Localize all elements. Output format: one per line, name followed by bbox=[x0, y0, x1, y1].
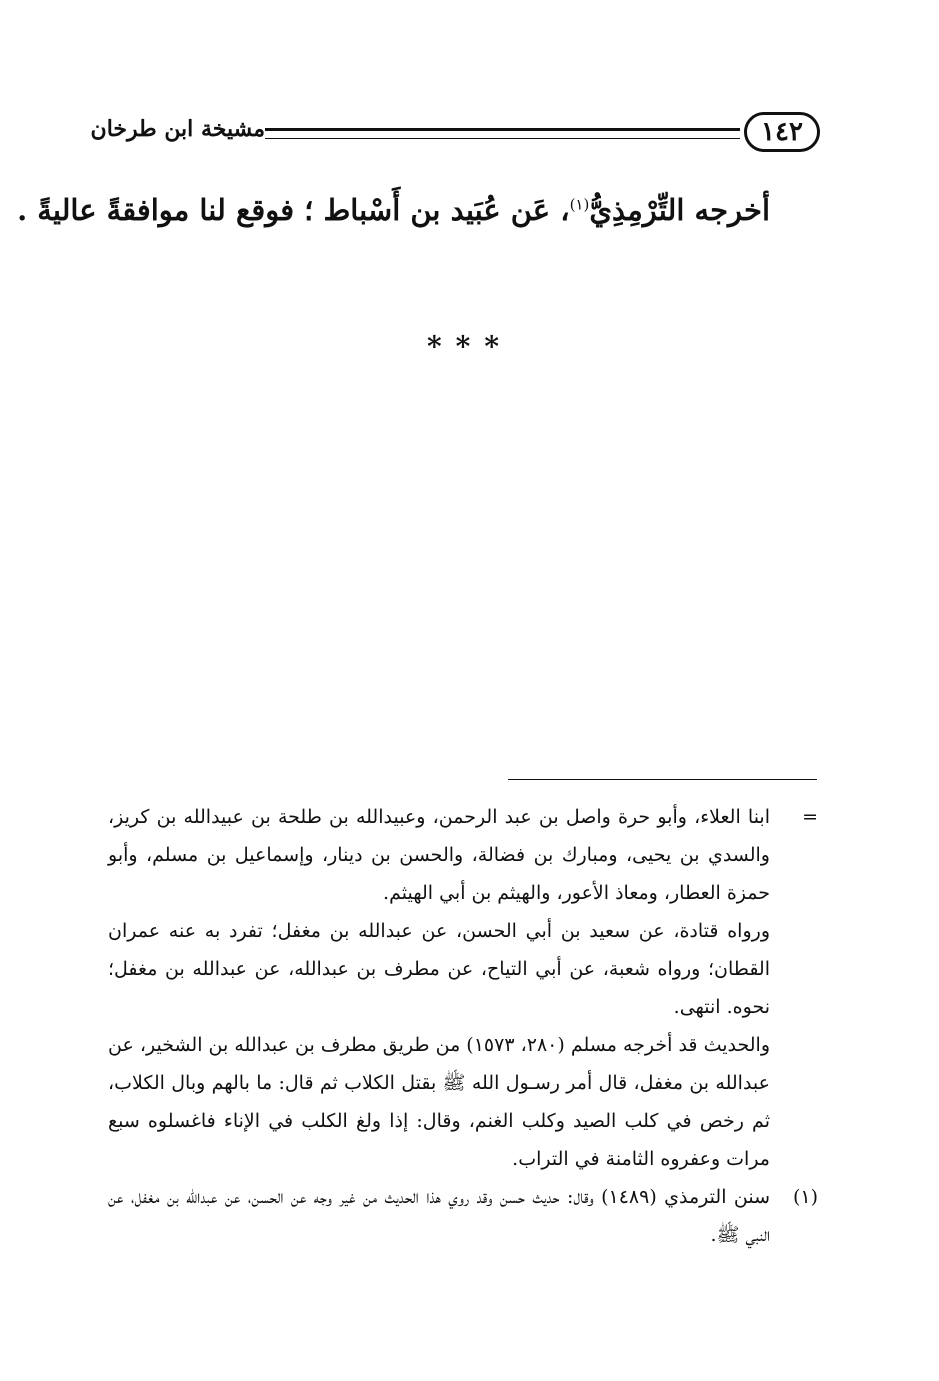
footnote-1 bbox=[108, 1178, 818, 1254]
main-text-end: ، عَن عُبَيد بن أَسْباط ؛ فوقع لنا موافقةً عاليةً . bbox=[17, 193, 570, 227]
continuation-marker: = bbox=[802, 806, 818, 828]
footnote-paragraph: ورواه قتادة، عن سعيد بن أبي الحسن، عن عبدالله بن مغفل؛ تفرد به عنه عمران القطان؛ ورواه شعبة، عن أبي التياح، عن مطرف بن عبدالله، عن عبدالله بن مغفل؛ نحوه. انتهى. bbox=[108, 920, 770, 1018]
section-separator: *** bbox=[427, 330, 513, 363]
book-title: مشيخة ابن طرخان bbox=[90, 116, 265, 142]
footnote-reference: (١) bbox=[569, 195, 590, 214]
footnote-continuation bbox=[108, 798, 818, 1178]
main-text bbox=[17, 190, 770, 231]
footnote-1-text: سنن الترمذي (١٤٨٩) وقال: حديث حسن وقد روي هذا الحديث من غير وجه عن الحسن، عن عبدالله بن مغفل، عن النبي ﷺ. bbox=[108, 1186, 770, 1246]
running-header bbox=[90, 112, 820, 158]
main-text-start: أخرجه التِّرْمِذِيُّ bbox=[589, 193, 770, 227]
footnote-1-marker: (١) bbox=[792, 1186, 818, 1208]
footnote-rule bbox=[508, 779, 817, 780]
header-rule bbox=[265, 128, 740, 139]
page-number-badge: ١٤٢ bbox=[744, 112, 820, 152]
footnote-paragraph: ابنا العلاء، وأبو حرة واصل بن عبد الرحمن، وعبيدالله بن طلحة بن عبيدالله بن كريز، والسدي بن يحيى، ومبارك بن فضالة، والحسن بن دينار، وإسماعيل بن مسلم، وأبو حمزة العطار، ومعاذ الأعور، والهيثم بن أبي الهيثم. bbox=[108, 806, 770, 904]
footnote-paragraph: والحديث قد أخرجه مسلم (٢٨٠، ١٥٧٣) من طريق مطرف بن عبدالله بن الشخير، عن عبدالله بن مغفل، قال أمر رسـول الله ﷺ بقتل الكلاب ثم قال: ما بالهم وبال الكلاب، ثم رخص في كلب الصيد وكلب الغنم، وقال: إذا ولغ الكلب في الإناء فاغسلوه سبع مرات وعفروه الثامنة في التراب. bbox=[108, 1034, 771, 1170]
footnotes-area bbox=[108, 798, 818, 1254]
